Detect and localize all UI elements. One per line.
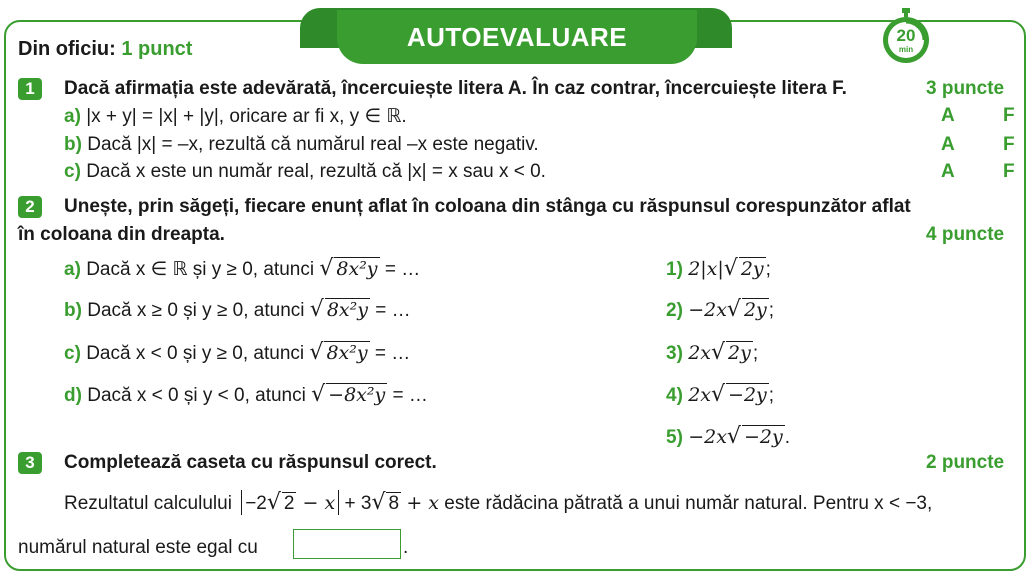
ex2-left-c-cond: Dacă x < 0 și y ≥ 0, atunci xyxy=(86,343,305,364)
radical-sign: √ xyxy=(723,256,738,281)
ex1-item-c-text: Dacă x este un număr real, rezultă că |x| = x sau x < 0. xyxy=(86,161,546,182)
ex2-right-2-end: ; xyxy=(768,300,775,321)
radical-sign: √ xyxy=(266,490,281,515)
ex2-left-b-radicand: 8x²y xyxy=(326,299,368,321)
ex2-left-a-cond: Dacă x ∈ ℝ și y ≥ 0, atunci xyxy=(86,259,315,280)
ex1-c-option-a[interactable]: A xyxy=(941,161,955,182)
ex1-a-option-a[interactable]: A xyxy=(941,105,955,126)
ex1-item-b xyxy=(64,134,539,156)
ex1-instruction: Dacă afirmația este adevărată, încercuiește litera A. În caz contrar, încercuiește litera F. xyxy=(64,78,847,99)
ex1-item-a-letter: a) xyxy=(64,106,81,127)
ex2-left-a-letter: a) xyxy=(64,259,81,280)
ex2-right-3-pre: 2x xyxy=(688,342,711,364)
ex2-left-d-radicand: −8x²y xyxy=(328,384,386,406)
ex2-left-b xyxy=(64,297,411,322)
ex1-number: 1 xyxy=(18,78,42,100)
page-title: AUTOEVALUARE xyxy=(337,10,697,64)
ex2-right-1 xyxy=(666,256,771,281)
radical-sign: √ xyxy=(711,382,726,407)
ex2-right-2-num: 2) xyxy=(666,300,683,321)
worksheet-frame xyxy=(4,20,1026,571)
ex2-instruction-line2: în coloana din dreapta. xyxy=(18,224,225,245)
ex3-text-start: Rezultatul calculului xyxy=(64,493,232,514)
ex2-right-1-pre: 2|x| xyxy=(688,258,724,280)
ex2-left-b-letter: b) xyxy=(64,300,82,321)
radical-sign: √ xyxy=(711,340,726,365)
ex2-right-2-pre: −2x xyxy=(688,299,727,321)
ex2-right-4-pre: 2x xyxy=(688,384,711,406)
ex2-right-5-radicand: −2y xyxy=(743,426,783,448)
ex3-text-line2-end: . xyxy=(403,537,409,558)
timer-value: 20 xyxy=(896,26,916,45)
ex2-left-c xyxy=(64,340,410,365)
ex2-left-d-tail: = … xyxy=(392,385,428,406)
ex3-text-line2: numărul natural este egal cu xyxy=(18,537,258,558)
ex3-number: 3 xyxy=(18,452,42,474)
ex2-right-3 xyxy=(666,340,758,365)
oficiu-label: Din oficiu: xyxy=(18,38,116,60)
ex2-right-5-pre: −2x xyxy=(688,426,727,448)
ex1-b-option-a[interactable]: A xyxy=(941,134,955,155)
ex3-abs-radicand: 2 xyxy=(283,493,295,514)
ex2-right-3-end: ; xyxy=(752,343,759,364)
radical-sign: √ xyxy=(309,340,324,365)
ex3-radicand-2: 8 xyxy=(388,493,400,514)
ex3-text-line1 xyxy=(64,490,932,515)
ex1-item-b-letter: b) xyxy=(64,134,82,155)
ex2-left-a-radicand: 8x²y xyxy=(336,258,378,280)
ex1-points: 3 puncte xyxy=(926,78,1005,99)
ex2-right-1-num: 1) xyxy=(666,259,683,280)
ex2-left-b-tail: = … xyxy=(375,300,411,321)
ex3-expr-end: + x xyxy=(406,492,440,514)
timer-icon xyxy=(880,8,932,64)
ex3-points: 2 puncte xyxy=(926,452,1005,473)
ex3-abs-pre: −2 xyxy=(245,493,267,514)
ex1-c-option-f[interactable]: F xyxy=(1003,161,1015,182)
radical-sign: √ xyxy=(319,256,334,281)
ex3-abs-value xyxy=(241,490,339,515)
ex1-b-option-f[interactable]: F xyxy=(1003,134,1015,155)
ex2-left-a-tail: = … xyxy=(384,259,421,280)
radical-sign: √ xyxy=(371,490,386,515)
ex1-item-c xyxy=(64,161,546,183)
ex1-item-a xyxy=(64,105,407,128)
ex2-right-5-num: 5) xyxy=(666,427,683,448)
ex2-right-4-radicand: −2y xyxy=(728,384,767,406)
ex2-left-c-tail: = … xyxy=(374,343,411,364)
ex3-instruction: Completează caseta cu răspunsul corect. xyxy=(64,452,437,473)
ex2-left-d-cond: Dacă x < 0 și y < 0, atunci xyxy=(87,385,306,406)
ex2-right-5-end: . xyxy=(784,427,790,448)
radical-sign: √ xyxy=(309,297,324,322)
ex2-right-1-radicand: 2y xyxy=(740,258,764,280)
ex3-abs-post: − x xyxy=(296,492,336,514)
ex1-item-c-letter: c) xyxy=(64,161,81,182)
ex2-right-3-num: 3) xyxy=(666,343,683,364)
ex1-item-b-text: Dacă |x| = –x, rezultă că numărul real –x este negativ. xyxy=(87,134,539,155)
ex2-left-d xyxy=(64,382,428,407)
ex2-right-5 xyxy=(666,424,790,449)
timer-unit: min xyxy=(898,45,914,54)
ex2-points: 4 puncte xyxy=(926,224,1005,245)
ex3-expr-mid: + 3 xyxy=(344,493,372,514)
oficiu-line xyxy=(18,38,192,61)
ex1-item-a-text: |x + y| = |x| + |y|, oricare ar fi x, y ∈ ℝ. xyxy=(86,106,407,127)
ex2-instruction-line1: Unește, prin săgeți, fiecare enunț aflat în coloana din stânga cu răspunsul corespunzător aflat xyxy=(64,196,911,217)
ex2-right-4-num: 4) xyxy=(666,385,683,406)
ex2-right-3-radicand: 2y xyxy=(728,342,751,364)
ex1-a-option-f[interactable]: F xyxy=(1003,105,1015,126)
ex2-left-c-radicand: 8x²y xyxy=(326,342,368,364)
ex2-right-4-end: ; xyxy=(768,385,775,406)
answer-input-box[interactable] xyxy=(293,529,401,559)
ex2-right-4 xyxy=(666,382,774,407)
radical-sign: √ xyxy=(726,424,741,449)
ex2-right-2-radicand: 2y xyxy=(743,299,767,321)
ex3-text-mid: este rădăcina pătrată a unui număr natural. Pentru x < −3, xyxy=(444,493,933,514)
ex2-left-b-cond: Dacă x ≥ 0 și y ≥ 0, atunci xyxy=(87,300,305,321)
ex2-left-c-letter: c) xyxy=(64,343,81,364)
ex2-left-a xyxy=(64,256,420,281)
ex2-right-2 xyxy=(666,297,774,322)
radical-sign: √ xyxy=(726,297,741,322)
ex2-right-1-end: ; xyxy=(765,259,771,280)
ex2-number: 2 xyxy=(18,196,42,218)
ex2-left-d-letter: d) xyxy=(64,385,82,406)
radical-sign: √ xyxy=(311,382,326,407)
oficiu-value: 1 punct xyxy=(121,38,193,60)
